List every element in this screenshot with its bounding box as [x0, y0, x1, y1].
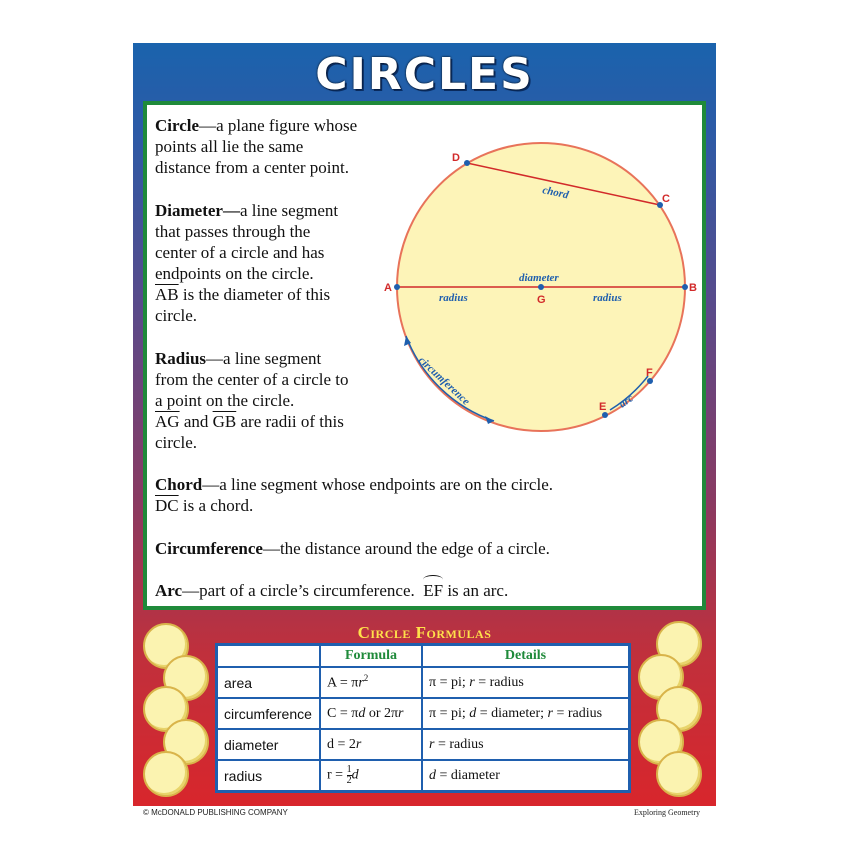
details-var: r [547, 705, 553, 721]
fraction-numerator: 1 [346, 764, 352, 775]
label-e: E [599, 401, 607, 413]
def-line: part of a circle’s circumference. [199, 581, 415, 600]
formulas-table [215, 643, 631, 793]
formula-var: r [398, 705, 404, 721]
def-line: a line segment whose endpoints are on the circle. [219, 475, 553, 494]
fraction-denominator: 2 [346, 775, 352, 786]
dash: — [199, 116, 217, 135]
def-line: is an arc. [443, 581, 509, 600]
details-part: π = pi; [429, 674, 470, 690]
segment-ag: $\overline{AG}$ [155, 412, 180, 431]
point-b [682, 284, 688, 290]
table-row [217, 698, 630, 729]
definitions-panel [143, 101, 706, 610]
def-line: the distance around the edge of a circle. [279, 539, 550, 558]
label-arc: arc [616, 392, 636, 411]
def-line: a point on the circle. [155, 391, 295, 410]
term-radius: Radius [155, 349, 207, 368]
def-line: is a chord. [178, 496, 254, 515]
formula-var: r [355, 736, 362, 752]
details-var: r [469, 674, 475, 690]
point-d [464, 160, 470, 166]
arc-ef: EF [423, 581, 444, 600]
term-circumference: Circumference [155, 539, 263, 558]
header-details: Details [422, 645, 630, 668]
def-line: center of a circle and has [155, 243, 325, 262]
formula-var: d [351, 767, 359, 783]
details-var: d [469, 705, 477, 721]
footer-publisher: © McDONALD PUBLISHING COMPANY [143, 808, 288, 817]
circle-diagram [382, 125, 702, 435]
segment-ab: $\overline{AB}$ [155, 285, 179, 304]
formula-var: r [358, 675, 364, 691]
row-details [422, 729, 630, 760]
label-a: A [384, 282, 392, 294]
details-part: = diameter [436, 767, 500, 783]
label-radius-left: radius [439, 292, 468, 304]
label-d: D [452, 152, 460, 164]
def-line: is the diameter of this [178, 285, 331, 304]
formula-part: A = π [327, 675, 359, 691]
def-line: circle. [155, 433, 197, 452]
term-circle: Circle [155, 116, 200, 135]
label-chord: chord [541, 184, 570, 202]
def-line: endpoints on the circle. [155, 264, 314, 283]
def-line: distance from a center point. [155, 158, 350, 177]
term-diameter: Diameter [155, 201, 223, 220]
row-formula [320, 760, 422, 792]
details-part: = diameter; [476, 705, 548, 721]
coin-icon [656, 751, 702, 797]
definition-diameter [155, 200, 338, 326]
dash: — [202, 475, 220, 494]
formula-part: d = 2 [327, 736, 356, 752]
def-line: from the center of a circle to [155, 370, 349, 389]
dash: — [262, 539, 280, 558]
details-var: d [429, 767, 436, 783]
table-header-row [217, 645, 630, 668]
row-name: circumference [217, 698, 321, 729]
label-f: F [646, 367, 653, 379]
row-details [422, 698, 630, 729]
dash: — [182, 581, 200, 600]
label-b: B [689, 282, 697, 294]
footer-series: Exploring Geometry [634, 808, 700, 817]
label-g: G [537, 294, 546, 306]
formula-var: d [358, 705, 366, 721]
definition-circumference [155, 538, 550, 559]
row-name: area [217, 667, 321, 698]
label-circumference: circumference [415, 354, 472, 408]
def-line: are radii of this [236, 412, 344, 431]
formula-exp: 2 [363, 673, 369, 684]
row-formula [320, 729, 422, 760]
definition-arc [155, 580, 508, 601]
def-line: circle. [155, 306, 197, 325]
definition-circle [155, 115, 357, 178]
segment-dc: $\overline{DC}$ [155, 496, 179, 515]
label-diameter: diameter [519, 272, 559, 284]
formula-part: r = [327, 767, 347, 783]
label-c: C [662, 193, 670, 205]
def-line: a line segment [239, 201, 339, 220]
term-chord: Chord [155, 475, 203, 494]
def-line: points all lie the same [155, 137, 304, 156]
row-name: radius [217, 760, 321, 792]
table-row [217, 667, 630, 698]
page-title: CIRCLES [315, 49, 534, 100]
definition-chord [155, 474, 553, 516]
label-radius-right: radius [593, 292, 622, 304]
row-formula [320, 698, 422, 729]
point-g [538, 284, 544, 290]
definition-radius [155, 348, 349, 453]
table-corner [217, 645, 321, 668]
segment-gb: $\overline{GB}$ [212, 412, 237, 431]
def-line: a line segment [223, 349, 322, 368]
row-details [422, 760, 630, 792]
conj: and [179, 412, 213, 431]
table-row [217, 760, 630, 792]
details-part: π = pi; [429, 705, 470, 721]
formula-part: or 2π [365, 705, 399, 721]
poster [133, 43, 716, 806]
def-line: a plane figure whose [216, 116, 358, 135]
formula-part: C = π [327, 705, 359, 721]
details-part: = radius [552, 705, 603, 721]
formulas-title: Circle Formulas [357, 623, 492, 642]
def-line: that passes through the [155, 222, 311, 241]
details-part: = radius [434, 736, 484, 752]
dash: — [222, 201, 240, 220]
table-row [217, 729, 630, 760]
coin-icon [143, 751, 189, 797]
term-arc: Arc [155, 581, 183, 600]
dash: — [206, 349, 224, 368]
row-formula [320, 667, 422, 698]
details-var: r [429, 736, 435, 752]
header-formula: Formula [320, 645, 422, 668]
details-part: = radius [474, 674, 524, 690]
row-details [422, 667, 630, 698]
row-name: diameter [217, 729, 321, 760]
point-a [394, 284, 400, 290]
